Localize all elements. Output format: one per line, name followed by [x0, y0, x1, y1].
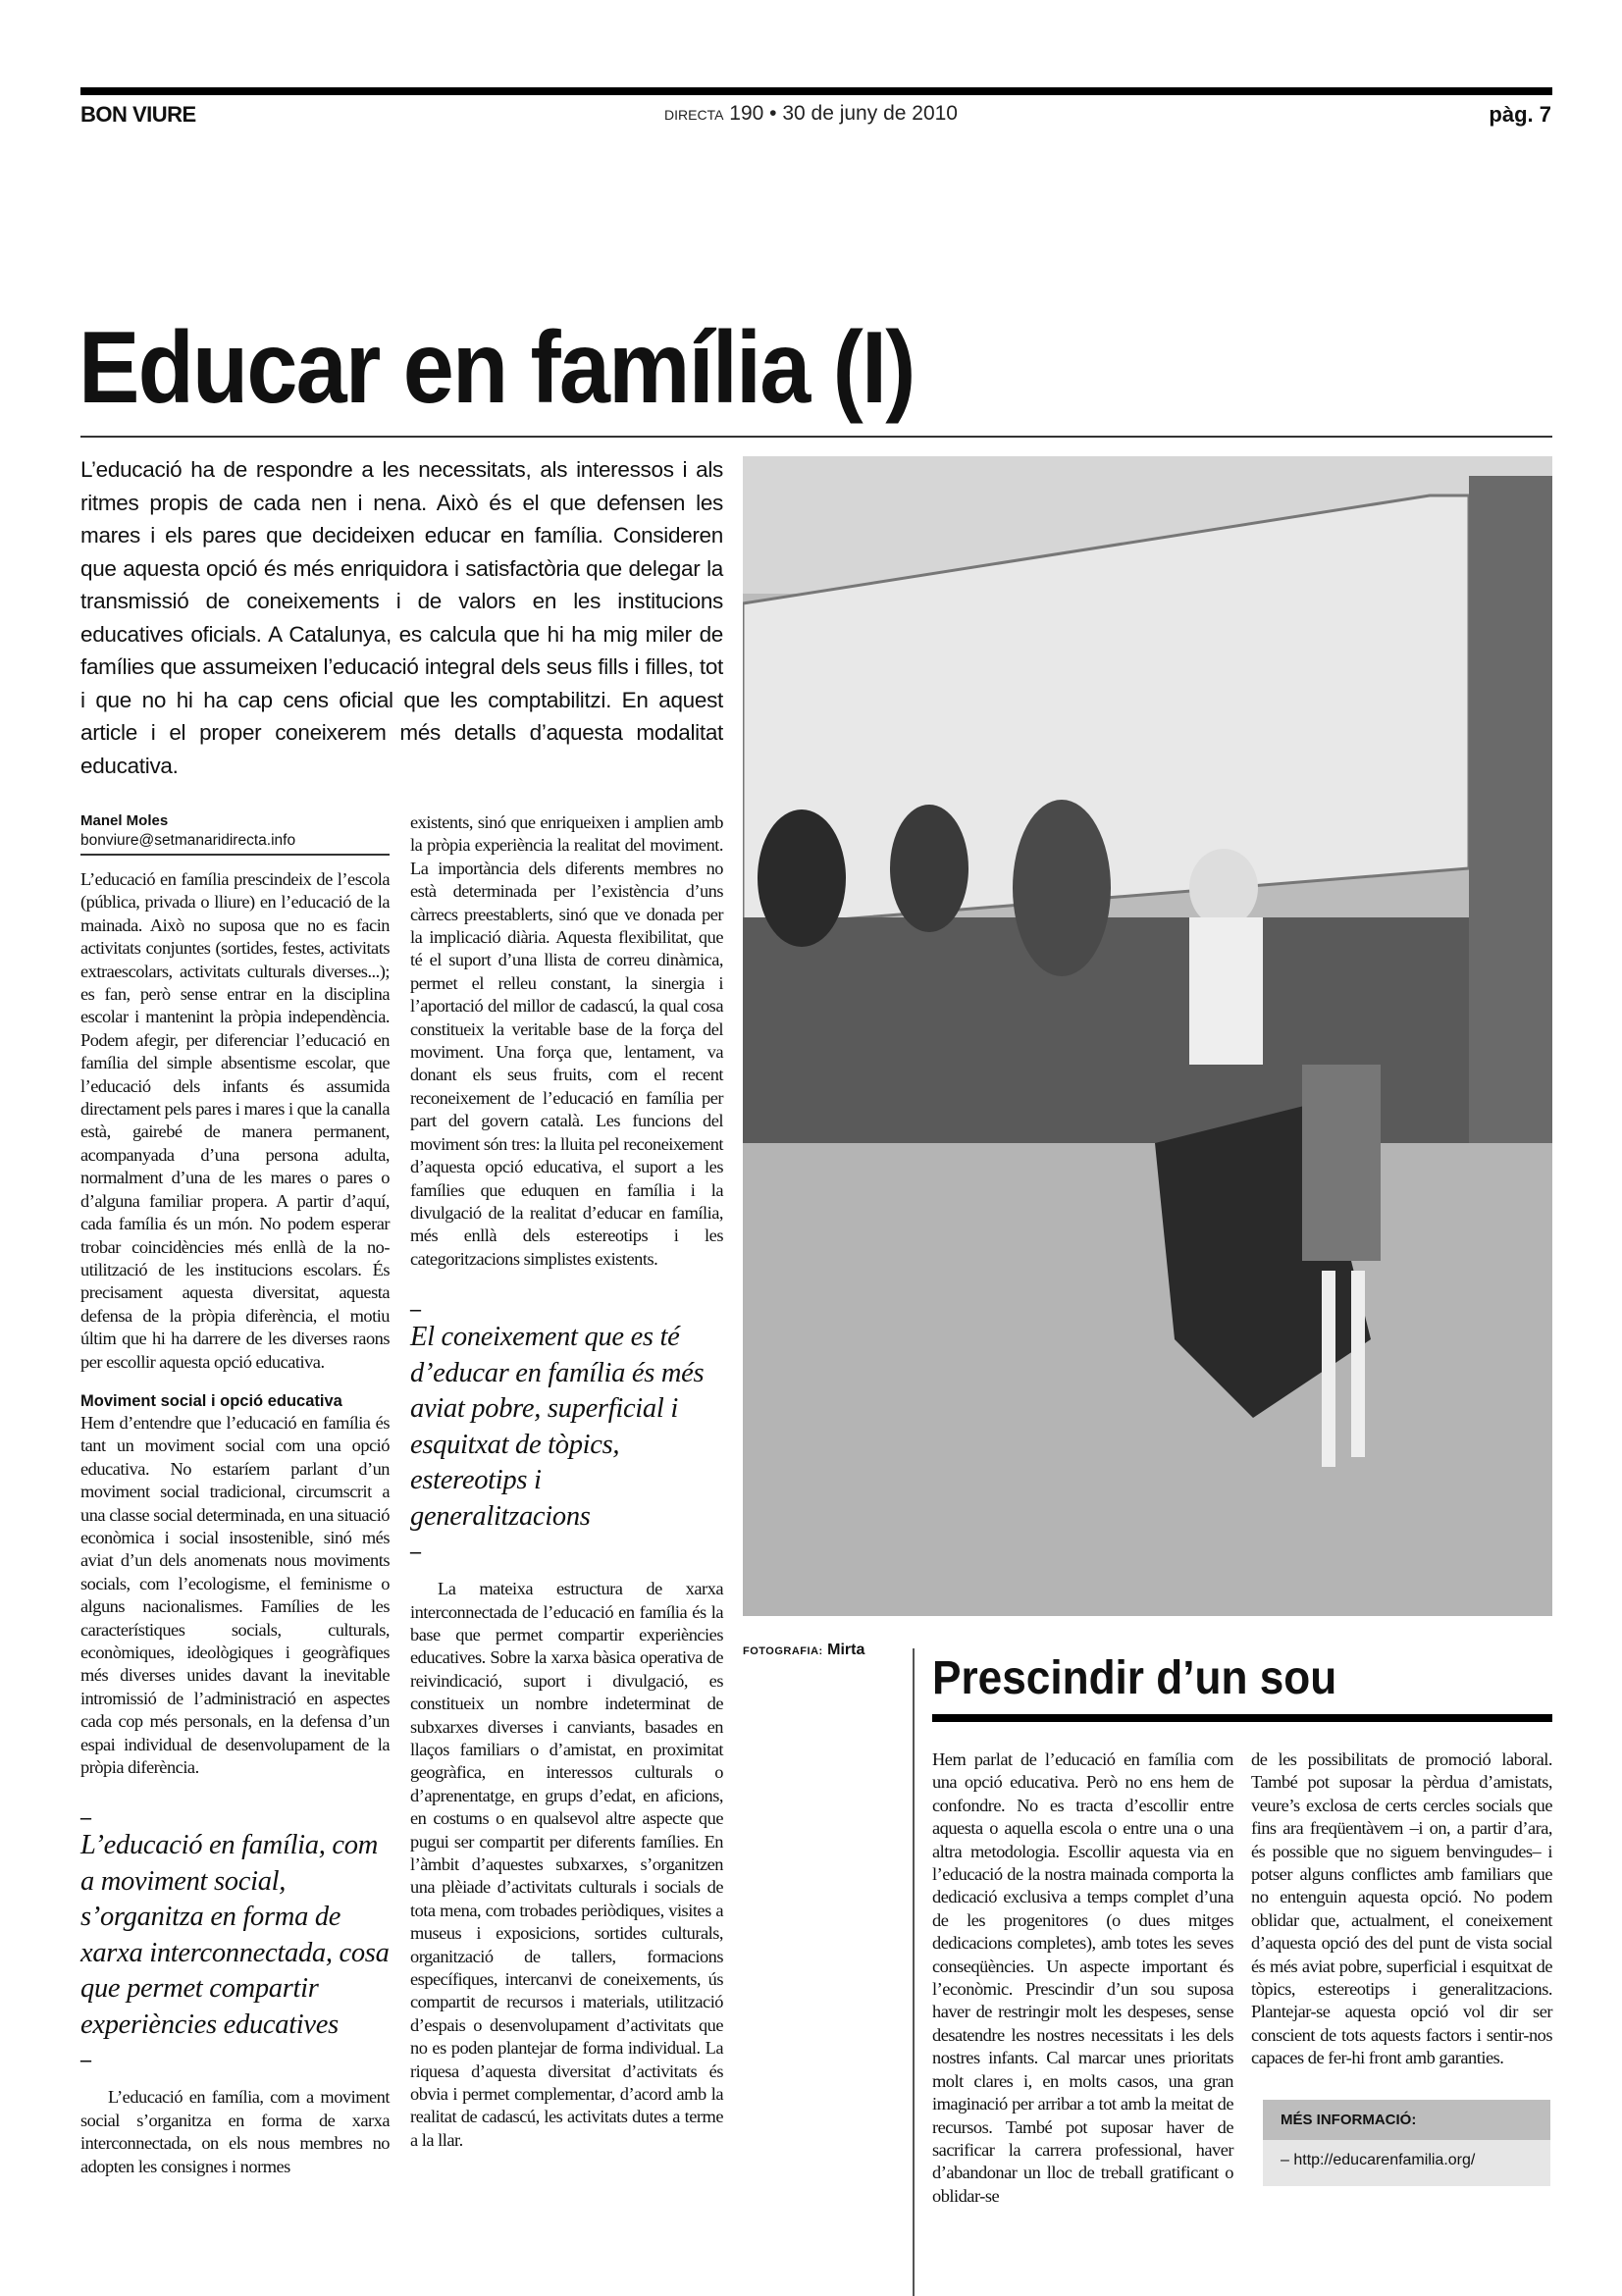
sidebar-column-4 [1251, 1748, 1552, 2186]
pullquote: L’educació en família, com a moviment social, s’organitza en forma de xarxa interconnectada, cosa que permet compartir experiències educatives [80, 1830, 390, 2040]
pullquote-dash: – [410, 1539, 421, 1564]
section-name: BON VIURE [80, 102, 196, 127]
issue-info [0, 102, 1622, 126]
column-divider [913, 1648, 915, 2296]
page-number: pàg. 7 [1489, 102, 1551, 127]
sidebar-paragraph: Hem parlat de l’educació en família com una opció educativa. Però no ens hem de confondre. No es tracta d’escollir entre aquesta o aquella escola o entre una o una altra metodologia. Escollir aquesta via en l’educació de la nostra mainada comporta la dedicació exclusiva a temps complet d’una de les progenitores (o dues mitges dedicacions completes), amb totes les seves conseqüències. Un aspecte important és l’econòmic. Prescindir d’un sou suposa haver de restringir molt les despeses, sense desatendre les nostres necessitats i les dels nostres infants. Cal marcar unes prioritats molt clares i, en molts casos, una gran imaginació per arribar a tot amb la meitat de recursos. També pot suposar haver de sacrificar la carrera professional, haver d’abandonar un lloc de treball gratificant o oblidar-se [932, 1749, 1233, 2206]
sidebar-paragraph: de les possibilitats de promoció laboral. També pot suposar la pèrdua d’amistats, veure’s exclosa de certs cercles socials que fins ara freqüentàvem –i on, a partir d’ara, és possible que no siguem benvingudes– i potser alguns conflictes amb familiars que no entenguin aquesta opció. No podem oblidar que, actualment, el coneixement d’aquesta opció des del punt de vista social és més aviat pobre, superficial i esquitxat de tòpics, estereotips i generalitzacions. Plantejar-se aquesta opció vol dir ser conscient de tots aquests factors i sentir-nos capaces de fer-hi front amb garanties. [1251, 1749, 1552, 2068]
more-info-box [1263, 2100, 1550, 2186]
pullquote-dash: – [80, 2047, 91, 2072]
title-rule [80, 436, 1552, 438]
top-rule [80, 87, 1552, 95]
article-title: Educar en família (I) [78, 311, 915, 425]
article-intro: L’educació ha de respondre a les necessitats, als interessos i als ritmes propis de cada nen i nena. Això és el que defensen les mares i els pares que decideixen educar en família. Consideren que aquesta opció és més enriquidora i satisfactòria que delegar la transmissió de coneixements i de valors en les institucions educatives oficials. A Catalunya, es calcula que hi ha mig miler de famílies que assumeixen l’educació integral dels seus fills i filles, tot i que no hi ha cap cens oficial que les comptabilitzi. En aquest article i el proper coneixerem més detalls d’aquesta modalitat educativa. [80, 457, 723, 778]
byline-rule [80, 854, 390, 856]
body-paragraph: existents, sinó que enriqueixen i amplien amb la pròpia experiència la realitat del moviment. La importància dels diferents membres no està determinada per l’existència d’uns càrrecs preestablerts, sinó que ve donada per la implicació diària. Aquesta flexibilitat, que té el suport d’una llista de correu dinàmica, permet el relleu constant, la sinergia i l’aportació del millor de cadascú, la qual cosa constitueix la veritable base de la força del moviment. Una força que, lentament, va donant els seus fruits, com el recent reconeixement de l’educació en família per part del govern català. Les funcions del moviment són tres: la lluita pel reconeixement d’aquesta opció educativa, el suport a les famílies que eduquen en família i la divulgació de la realitat d’educar en família, més enllà dels estereotips i les categoritzacions simplistes existents. [410, 812, 723, 1269]
article-columns [80, 811, 723, 2178]
issue-date: 190 • 30 de juny de 2010 [729, 102, 958, 125]
more-info-link[interactable]: – http://educarenfamilia.org/ [1263, 2140, 1550, 2186]
sidebar-title-rule [932, 1714, 1552, 1722]
article-main [80, 453, 723, 2178]
author-email[interactable]: bonviure@setmanaridirecta.info [80, 832, 296, 849]
photo-credit [743, 1642, 864, 1659]
pullquote-dash: – [410, 1296, 421, 1322]
body-paragraph: La mateixa estructura de xarxa interconnectada de l’educació en família és la base que permet compartir experiències educatives. Sobre la xarxa bàsica operativa de reivindicació, suport i divulgació, es constitueix un nombre indeterminat de subxarxes diverses i canviants, basades en llaços familiars o d’amistat, en proximitat geogràfica, en interessos culturals o d’aprenentatge, en grups d’edat, en aficions, en costums o en qualsevol altre aspecte que pugui ser compartit per diferents famílies. En l’àmbit d’aquestes subxarxes, s’organitzen una plèiade d’activitats culturals i socials de tota mena, com trobades periòdiques, visites a museus i exposicions, sortides culturals, organització de tallers, formacions específiques, intercanvi de coneixements, ús compartit de recursos i materials, utilització d’espais o desenvolupament d’activitats que no es poden plantejar de forma individual. La riquesa d’aquesta diversitat d’activitats és obvia i permet complementar, d’acord amb la realitat de cadascú, les activitats dutes a terme a la llar. [410, 1579, 723, 2150]
author-name: Manel Moles [80, 812, 169, 829]
publication-name: DIRECTA [664, 107, 724, 123]
column-2 [410, 811, 723, 2152]
pullquote-dash: – [80, 1804, 91, 1830]
pullquote: El coneixement que es té d’educar en família és més aviat pobre, superficial i esquitxat de tòpics, estereotips i generalitzacions [410, 1322, 705, 1532]
body-paragraph: Hem d’entendre que l’educació en família és tant un moviment social com una opció educativa. No estaríem parlant d’un moviment social tradicional, circumscrit a una classe social determinada, en una situació econòmica i social insostenible, sinó més aviat d’un dels anomenats nous moviments socials, com l’ecologisme, el feminisme o alguns nacionalismes. Famílies de les característiques socials, culturals, econòmiques, ideològiques i geogràfiques més diverses unides davant la inevitable intromissió de l’administració en aspectes cada cop més personals, en la defensa d’un espai individual de desenvolupament de la pròpia diferència. [80, 1412, 390, 1778]
photo-illustration [743, 456, 1552, 1616]
body-paragraph: L’educació en família prescindeix de l’escola (pública, privada o lliure) en l’educació de la mainada. Això no suposa que no es facin activitats conjuntes (sortides, festes, activitats extraescolars, activitats culturals diverses...); es fan, però sense entrar en la disciplina escolar i mantenint la pròpia independència. Podem afegir, per diferenciar l’educació en família del simple absentisme escolar, que l’educació dels infants és assumida directament pels pares i mares i que la canalla està, gairebé de manera permanent, acompanyada d’una persona adulta, normalment d’una de les mares o pares o d’alguna familiar propera. A partir d’aquí, cada família és un món. No podem esperar trobar coincidències més enllà de la no-utilització de les institucions escolars. És precisament aquesta diversitat, aquesta defensa de la pròpia diferència, el motiu últim que hi ha darrere de les diverses raons per escollir aquesta opció educativa. [80, 869, 390, 1372]
sidebar-title: Prescindir d’un sou [932, 1652, 1337, 1704]
article-photo [743, 456, 1552, 1616]
body-paragraph: L’educació en família, com a moviment social s’organitza en forma de xarxa interconnectada, on els nous membres no adopten les consignes i normes [80, 2087, 390, 2176]
photo-credit-label: FOTOGRAFIA: [743, 1645, 823, 1657]
subheading: Moviment social i opció educativa [80, 1391, 342, 1410]
more-info-title: MÉS INFORMACIÓ: [1263, 2100, 1550, 2140]
photographer: Mirta [827, 1642, 865, 1658]
column-1 [80, 811, 390, 2178]
